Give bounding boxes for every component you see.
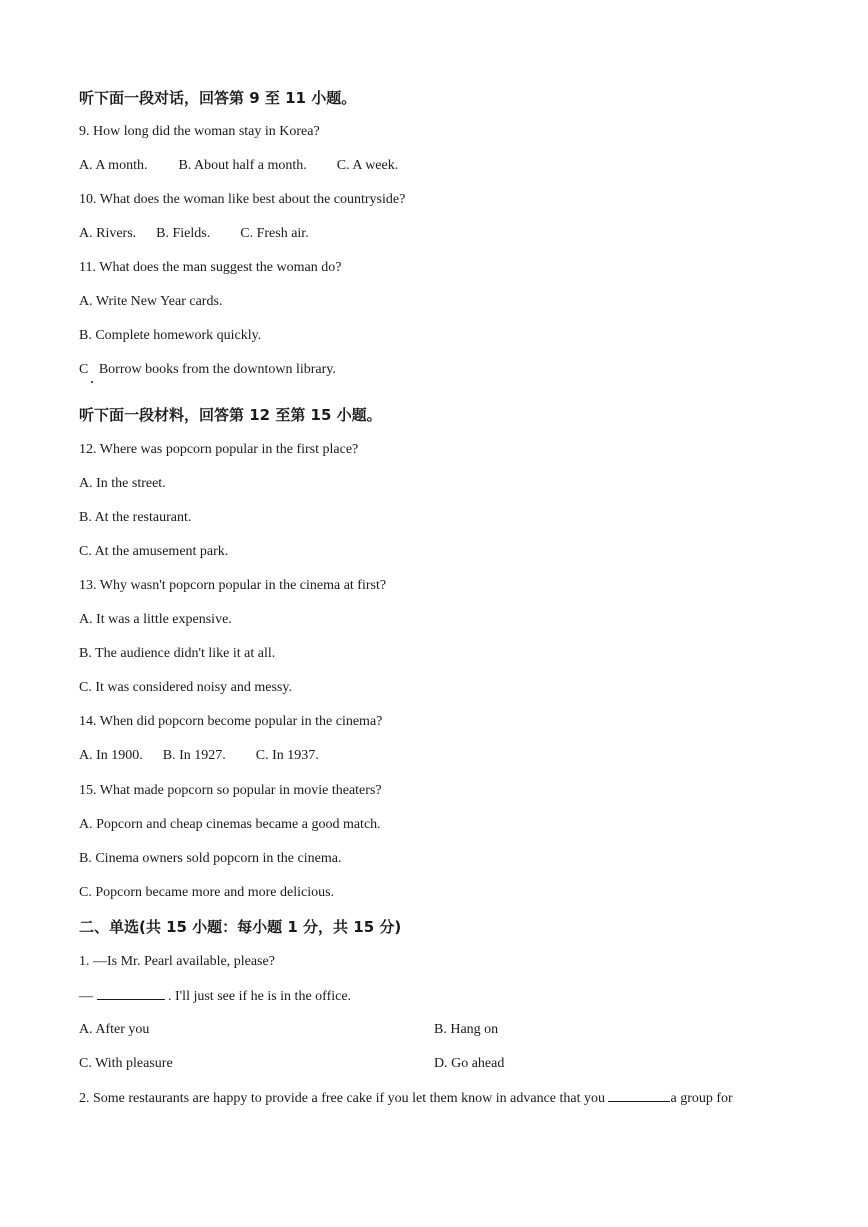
option-11b: B. Complete homework quickly. <box>79 328 262 343</box>
section-heading-12-15: 听下面一段材料，回答第 12 至第 15 小题。 <box>79 406 382 424</box>
option-14b: B. In 1927. <box>162 748 226 763</box>
option-9b: B. About half a month. <box>178 158 307 173</box>
dash: — <box>79 989 93 1004</box>
period-mark <box>91 381 93 383</box>
question-2-text: 2. Some restaurants are happy to provide a free cake if you let them know in advance that you <box>79 1091 605 1106</box>
option-14a: A. In 1900. <box>79 748 143 763</box>
option-1c: C. With pleasure <box>79 1056 173 1071</box>
option-10a: A. Rivers. <box>79 226 137 241</box>
option-13a: A. It was a little expensive. <box>79 612 232 627</box>
option-11a: A. Write New Year cards. <box>79 294 223 309</box>
option-1d: D. Go ahead <box>434 1056 505 1071</box>
question-2 <box>79 1089 733 1108</box>
question-14: 14. When did popcorn become popular in the cinema? <box>79 714 383 729</box>
options-14 <box>79 747 319 765</box>
option-9a: A. A month. <box>79 158 148 173</box>
question-10: 10. What does the woman like best about the countryside? <box>79 192 406 207</box>
question-15: 15. What made popcorn so popular in movie theaters? <box>79 783 382 798</box>
option-15a: A. Popcorn and cheap cinemas became a good match. <box>79 817 381 832</box>
response-text: . I'll just see if he is in the office. <box>168 989 352 1004</box>
question-11: 11. What does the man suggest the woman do? <box>79 260 342 275</box>
option-13b: B. The audience didn't like it at all. <box>79 646 276 661</box>
question-2-tail: a group for <box>670 1091 733 1106</box>
option-15c: C. Popcorn became more and more delicious. <box>79 885 335 900</box>
answer-blank <box>97 987 165 1000</box>
option-10c: C. Fresh air. <box>240 226 309 241</box>
option-12a: A. In the street. <box>79 476 166 491</box>
option-12c: C. At the amusement park. <box>79 544 229 559</box>
section-heading-9-11: 听下面一段对话，回答第 9 至 11 小题。 <box>79 89 357 107</box>
question-12: 12. Where was popcorn popular in the first place? <box>79 442 359 457</box>
option-15b: B. Cinema owners sold popcorn in the cinema. <box>79 851 342 866</box>
option-10b: B. Fields. <box>156 226 211 241</box>
question-13: 13. Why wasn't popcorn popular in the cinema at first? <box>79 578 387 593</box>
option-9c: C. A week. <box>336 158 399 173</box>
option-1b: B. Hang on <box>434 1022 499 1037</box>
option-14c: C. In 1937. <box>255 748 319 763</box>
option-12b: B. At the restaurant. <box>79 510 192 525</box>
option-11c: C Borrow books from the downtown library. <box>79 362 336 377</box>
option-13c: C. It was considered noisy and messy. <box>79 680 292 695</box>
options-10 <box>79 225 309 243</box>
question-1-response <box>79 987 351 1006</box>
question-9: 9. How long did the woman stay in Korea? <box>79 124 320 139</box>
question-1: 1. —Is Mr. Pearl available, please? <box>79 954 275 969</box>
options-9 <box>79 157 398 175</box>
option-1a: A. After you <box>79 1022 150 1037</box>
section-heading-single-choice: 二、单选(共 15 小题：每小题 1 分，共 15 分) <box>79 918 402 936</box>
answer-blank-2 <box>608 1089 670 1102</box>
